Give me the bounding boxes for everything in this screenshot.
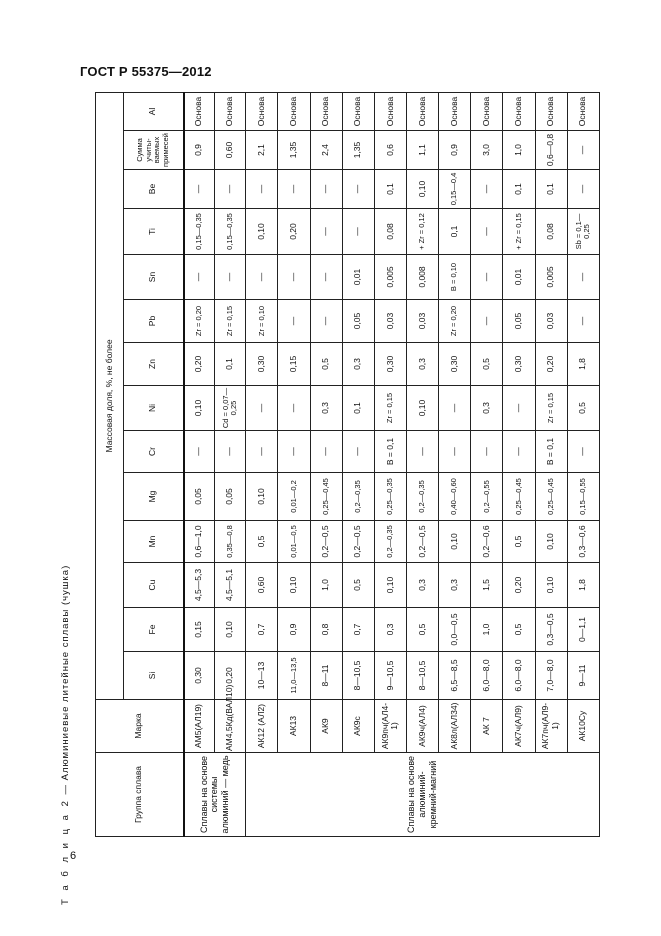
value-cell: — <box>567 170 599 209</box>
value-cell: 8—10,5 <box>342 652 374 700</box>
grade-cell: АК9с <box>342 700 374 753</box>
value-cell: 0,08 <box>374 209 406 255</box>
value-cell: — <box>406 431 438 473</box>
value-cell: — <box>310 300 342 343</box>
grade-cell: АК9пч(АЛ4-1) <box>374 700 406 753</box>
value-cell: B = 0,1 <box>374 431 406 473</box>
value-cell: 0,5 <box>246 521 278 563</box>
caption-text: — Алюминиевые литейные сплавы (чушка) <box>60 564 71 799</box>
value-cell: 0,35—0,8 <box>215 521 246 563</box>
value-cell: 8—11 <box>310 652 342 700</box>
header-zn: Zn <box>124 343 184 386</box>
value-cell: 0,30 <box>439 343 471 386</box>
value-cell: 0,03 <box>406 300 438 343</box>
value-cell: 1,0 <box>471 608 503 652</box>
value-cell: 1,1 <box>406 131 438 170</box>
value-cell: 0,3 <box>406 563 438 608</box>
value-cell: 0,5 <box>503 521 535 563</box>
value-cell: 0,05 <box>342 300 374 343</box>
value-cell: Sb = 0,1—0,25 <box>567 209 599 255</box>
value-cell: 0,15 <box>184 608 215 652</box>
document-header: ГОСТ Р 55375—2012 <box>80 64 212 79</box>
value-cell: 0,05 <box>215 473 246 521</box>
header-pb: Pb <box>124 300 184 343</box>
value-cell: 0,3 <box>310 386 342 431</box>
value-cell: 9—10,5 <box>374 652 406 700</box>
value-cell: Основа <box>184 92 215 130</box>
value-cell: — <box>342 209 374 255</box>
value-cell: 0,08 <box>535 209 567 255</box>
value-cell: 0,3—0,6 <box>567 521 599 563</box>
table-row <box>471 92 503 836</box>
value-cell: 1,35 <box>342 131 374 170</box>
value-cell: 0,03 <box>535 300 567 343</box>
grade-cell: АК10Су <box>567 700 599 753</box>
value-cell: 1,5 <box>471 563 503 608</box>
value-cell: + Zr = 0,12 <box>406 209 438 255</box>
value-cell: 0,20 <box>503 563 535 608</box>
value-cell: 0,9 <box>439 131 471 170</box>
value-cell: 0,25—0,45 <box>310 473 342 521</box>
value-cell: 0,10 <box>246 209 278 255</box>
value-cell: 0,15—0,35 <box>215 209 246 255</box>
value-cell: 0,6 <box>374 131 406 170</box>
value-cell: 0,10 <box>184 386 215 431</box>
header-be: Be <box>124 170 184 209</box>
value-cell: 11,0—13,5 <box>278 652 310 700</box>
value-cell: — <box>184 170 215 209</box>
value-cell: 0,3 <box>471 386 503 431</box>
value-cell: 0,10 <box>215 608 246 652</box>
value-cell: 0,5 <box>503 608 535 652</box>
header-cu: Cu <box>124 563 184 608</box>
value-cell: 0,005 <box>374 255 406 300</box>
value-cell: 0,10 <box>406 170 438 209</box>
value-cell: 0,9 <box>278 608 310 652</box>
value-cell: 0—1,1 <box>567 608 599 652</box>
value-cell: 3,0 <box>471 131 503 170</box>
value-cell: 0,1 <box>374 170 406 209</box>
value-cell: 0,15 <box>278 343 310 386</box>
value-cell: 0,1 <box>503 170 535 209</box>
value-cell: — <box>215 170 246 209</box>
grade-cell: АК7пч(АЛ9-1) <box>535 700 567 753</box>
value-cell: — <box>567 131 599 170</box>
table-row <box>184 92 215 836</box>
table-row <box>246 92 278 836</box>
value-cell: — <box>439 431 471 473</box>
value-cell: 6,5—8,5 <box>439 652 471 700</box>
rotated-table-container <box>95 93 600 837</box>
value-cell: 1,8 <box>567 563 599 608</box>
value-cell: 0,5 <box>471 343 503 386</box>
value-cell: 0,01 <box>503 255 535 300</box>
header-mg: Mg <box>124 473 184 521</box>
value-cell: 0,15—0,35 <box>184 209 215 255</box>
value-cell: — <box>246 170 278 209</box>
value-cell: 0,30 <box>374 343 406 386</box>
value-cell: 0,30 <box>503 343 535 386</box>
value-cell: 8—10,5 <box>406 652 438 700</box>
value-cell: 0,01—0,5 <box>278 521 310 563</box>
alloy-group-cell: Сплавы на основе системы алюминий — медь <box>184 753 246 837</box>
header-ni: Ni <box>124 386 184 431</box>
value-cell: 0,10 <box>439 521 471 563</box>
value-cell: Zr = 0,15 <box>535 386 567 431</box>
value-cell: B = 0,10 <box>439 255 471 300</box>
value-cell: Основа <box>503 92 535 130</box>
value-cell: 0,1 <box>439 209 471 255</box>
value-cell: 0,10 <box>278 563 310 608</box>
value-cell: — <box>471 255 503 300</box>
value-cell: 0,60 <box>215 131 246 170</box>
value-cell: Zr = 0,20 <box>439 300 471 343</box>
grade-cell: АК12 (АЛ2) <box>246 700 278 753</box>
value-cell: 0,60 <box>246 563 278 608</box>
value-cell: 0,1 <box>535 170 567 209</box>
value-cell: Основа <box>310 92 342 130</box>
header-mn: Mn <box>124 521 184 563</box>
grade-cell: АК13 <box>278 700 310 753</box>
value-cell: 4,5—5,1 <box>215 563 246 608</box>
value-cell: 0,01—0,2 <box>278 473 310 521</box>
value-cell: 0,2—0,5 <box>406 521 438 563</box>
value-cell: — <box>310 431 342 473</box>
value-cell: — <box>567 300 599 343</box>
alloy-composition-table <box>95 92 600 837</box>
value-cell: 0,03 <box>374 300 406 343</box>
value-cell: 0,3 <box>406 343 438 386</box>
value-cell: 0,10 <box>246 473 278 521</box>
value-cell: — <box>503 431 535 473</box>
value-cell: 0,5 <box>567 386 599 431</box>
value-cell: — <box>215 431 246 473</box>
value-cell: 0,5 <box>406 608 438 652</box>
value-cell: Основа <box>406 92 438 130</box>
table-row <box>215 92 246 836</box>
value-cell: 0,01 <box>342 255 374 300</box>
value-cell: 7,0—8,0 <box>535 652 567 700</box>
value-cell: 0,20 <box>184 343 215 386</box>
value-cell: 0,2—0,35 <box>342 473 374 521</box>
value-cell: 0,15—0,55 <box>567 473 599 521</box>
value-cell: — <box>184 255 215 300</box>
value-cell: 0,2—0,35 <box>374 521 406 563</box>
value-cell: 0,2—0,5 <box>310 521 342 563</box>
value-cell: — <box>246 255 278 300</box>
alloy-group-cell: Сплавы на основе алюминий-кремний-магний <box>246 753 600 837</box>
value-cell: 0,3—0,5 <box>535 608 567 652</box>
value-cell: Основа <box>342 92 374 130</box>
value-cell: — <box>278 255 310 300</box>
value-cell: 9—11 <box>567 652 599 700</box>
value-cell: Основа <box>215 92 246 130</box>
header-ti: Ti <box>124 209 184 255</box>
table-row <box>374 92 406 836</box>
table-row <box>406 92 438 836</box>
value-cell: — <box>342 170 374 209</box>
value-cell: 0,10 <box>374 563 406 608</box>
value-cell: 0,8 <box>310 608 342 652</box>
table-row <box>503 92 535 836</box>
value-cell: Основа <box>471 92 503 130</box>
table-row <box>535 92 567 836</box>
value-cell: 0,30 <box>184 652 215 700</box>
grade-cell: АК9ч(АЛ4) <box>406 700 438 753</box>
value-cell: — <box>310 255 342 300</box>
value-cell: 0,3 <box>374 608 406 652</box>
table-row <box>567 92 599 836</box>
value-cell: — <box>310 209 342 255</box>
header-grade: Марка <box>96 700 184 753</box>
table-row <box>310 92 342 836</box>
value-cell: Основа <box>535 92 567 130</box>
value-cell: 0,25—0,35 <box>374 473 406 521</box>
value-cell: 0,1 <box>342 386 374 431</box>
value-cell: Zr = 0,10 <box>246 300 278 343</box>
value-cell: — <box>567 431 599 473</box>
value-cell: 0,5 <box>310 343 342 386</box>
value-cell: Основа <box>246 92 278 130</box>
value-cell: 0,2—0,55 <box>471 473 503 521</box>
header-si: Si <box>124 652 184 700</box>
value-cell: B = 0,1 <box>535 431 567 473</box>
value-cell: 0,7 <box>246 608 278 652</box>
value-cell: + Zr = 0,15 <box>503 209 535 255</box>
grade-cell: АК8л(АЛ34) <box>439 700 471 753</box>
grade-cell: АК 7 <box>471 700 503 753</box>
value-cell: — <box>278 300 310 343</box>
value-cell: — <box>184 431 215 473</box>
value-cell: 0,10 <box>406 386 438 431</box>
value-cell: 0,0—0,5 <box>439 608 471 652</box>
grade-cell: АМ5(АЛ19) <box>184 700 215 753</box>
value-cell: 0,1 <box>215 343 246 386</box>
value-cell: 0,05 <box>184 473 215 521</box>
value-cell: Основа <box>439 92 471 130</box>
value-cell: 0,2—0,35 <box>406 473 438 521</box>
header-mass-fraction: Массовая доля, %, не более <box>96 92 124 699</box>
value-cell: 4,5—5,3 <box>184 563 215 608</box>
value-cell: 0,005 <box>535 255 567 300</box>
value-cell: 0,25—0,45 <box>503 473 535 521</box>
value-cell: 0,25—0,45 <box>535 473 567 521</box>
header-group: Группа сплава <box>96 753 184 837</box>
value-cell: 1,0 <box>503 131 535 170</box>
value-cell: Cd = 0,07—0,25 <box>215 386 246 431</box>
value-cell: 0,2—0,6 <box>471 521 503 563</box>
value-cell: 0,6—0,8 <box>535 131 567 170</box>
value-cell: 2,4 <box>310 131 342 170</box>
grade-cell: АК9 <box>310 700 342 753</box>
table-body <box>184 92 600 836</box>
value-cell: 0,2—0,5 <box>342 521 374 563</box>
value-cell: 0,20 <box>535 343 567 386</box>
grade-cell: АК7ч(АЛ9) <box>503 700 535 753</box>
value-cell: 0,05 <box>503 300 535 343</box>
header-impurities-sum: Сумма учиты-ваемых примесей <box>124 131 184 170</box>
table-row <box>439 92 471 836</box>
header-cr: Cr <box>124 431 184 473</box>
value-cell: — <box>567 255 599 300</box>
value-cell: — <box>246 386 278 431</box>
value-cell: 1,8 <box>567 343 599 386</box>
value-cell: — <box>278 170 310 209</box>
value-cell: Zr = 0,15 <box>374 386 406 431</box>
value-cell: 0,10 <box>535 521 567 563</box>
value-cell: Zr = 0,20 <box>184 300 215 343</box>
value-cell: 0,6—1,0 <box>184 521 215 563</box>
grade-cell: АМ4,5Кд(ВАЛ10) <box>215 700 246 753</box>
value-cell: 0,7 <box>342 608 374 652</box>
value-cell: Основа <box>278 92 310 130</box>
value-cell: 0,3 <box>342 343 374 386</box>
value-cell: 10—13 <box>246 652 278 700</box>
value-cell: 1,0 <box>310 563 342 608</box>
value-cell: — <box>439 386 471 431</box>
value-cell: 0,5 <box>342 563 374 608</box>
value-cell: 0,008 <box>406 255 438 300</box>
value-cell: 2,1 <box>246 131 278 170</box>
value-cell: 6,0—8,0 <box>471 652 503 700</box>
header-al: Al <box>124 92 184 130</box>
value-cell: — <box>471 170 503 209</box>
value-cell: — <box>342 431 374 473</box>
value-cell: — <box>471 209 503 255</box>
header-sn: Sn <box>124 255 184 300</box>
header-fe: Fe <box>124 608 184 652</box>
value-cell: — <box>471 300 503 343</box>
caption-lead: Т а б л и ц а 2 <box>60 798 71 905</box>
value-cell: — <box>246 431 278 473</box>
value-cell: 0,30 <box>246 343 278 386</box>
value-cell: 0,9 <box>184 131 215 170</box>
value-cell: 1,35 <box>278 131 310 170</box>
value-cell: 0,20 <box>278 209 310 255</box>
value-cell: 6,0—8,0 <box>503 652 535 700</box>
value-cell: — <box>278 386 310 431</box>
value-cell: — <box>278 431 310 473</box>
table-row <box>342 92 374 836</box>
value-cell: 0,10 <box>535 563 567 608</box>
value-cell: Основа <box>374 92 406 130</box>
table-row <box>278 92 310 836</box>
value-cell: 0,3 <box>439 563 471 608</box>
value-cell: — <box>310 170 342 209</box>
page-number: 6 <box>70 850 77 862</box>
value-cell: — <box>215 255 246 300</box>
value-cell: 0,20 <box>215 652 246 700</box>
value-cell: — <box>471 431 503 473</box>
value-cell: 0,40—0,60 <box>439 473 471 521</box>
value-cell: — <box>503 386 535 431</box>
value-cell: Zr = 0,15 <box>215 300 246 343</box>
value-cell: 0,15—0,4 <box>439 170 471 209</box>
value-cell: Основа <box>567 92 599 130</box>
